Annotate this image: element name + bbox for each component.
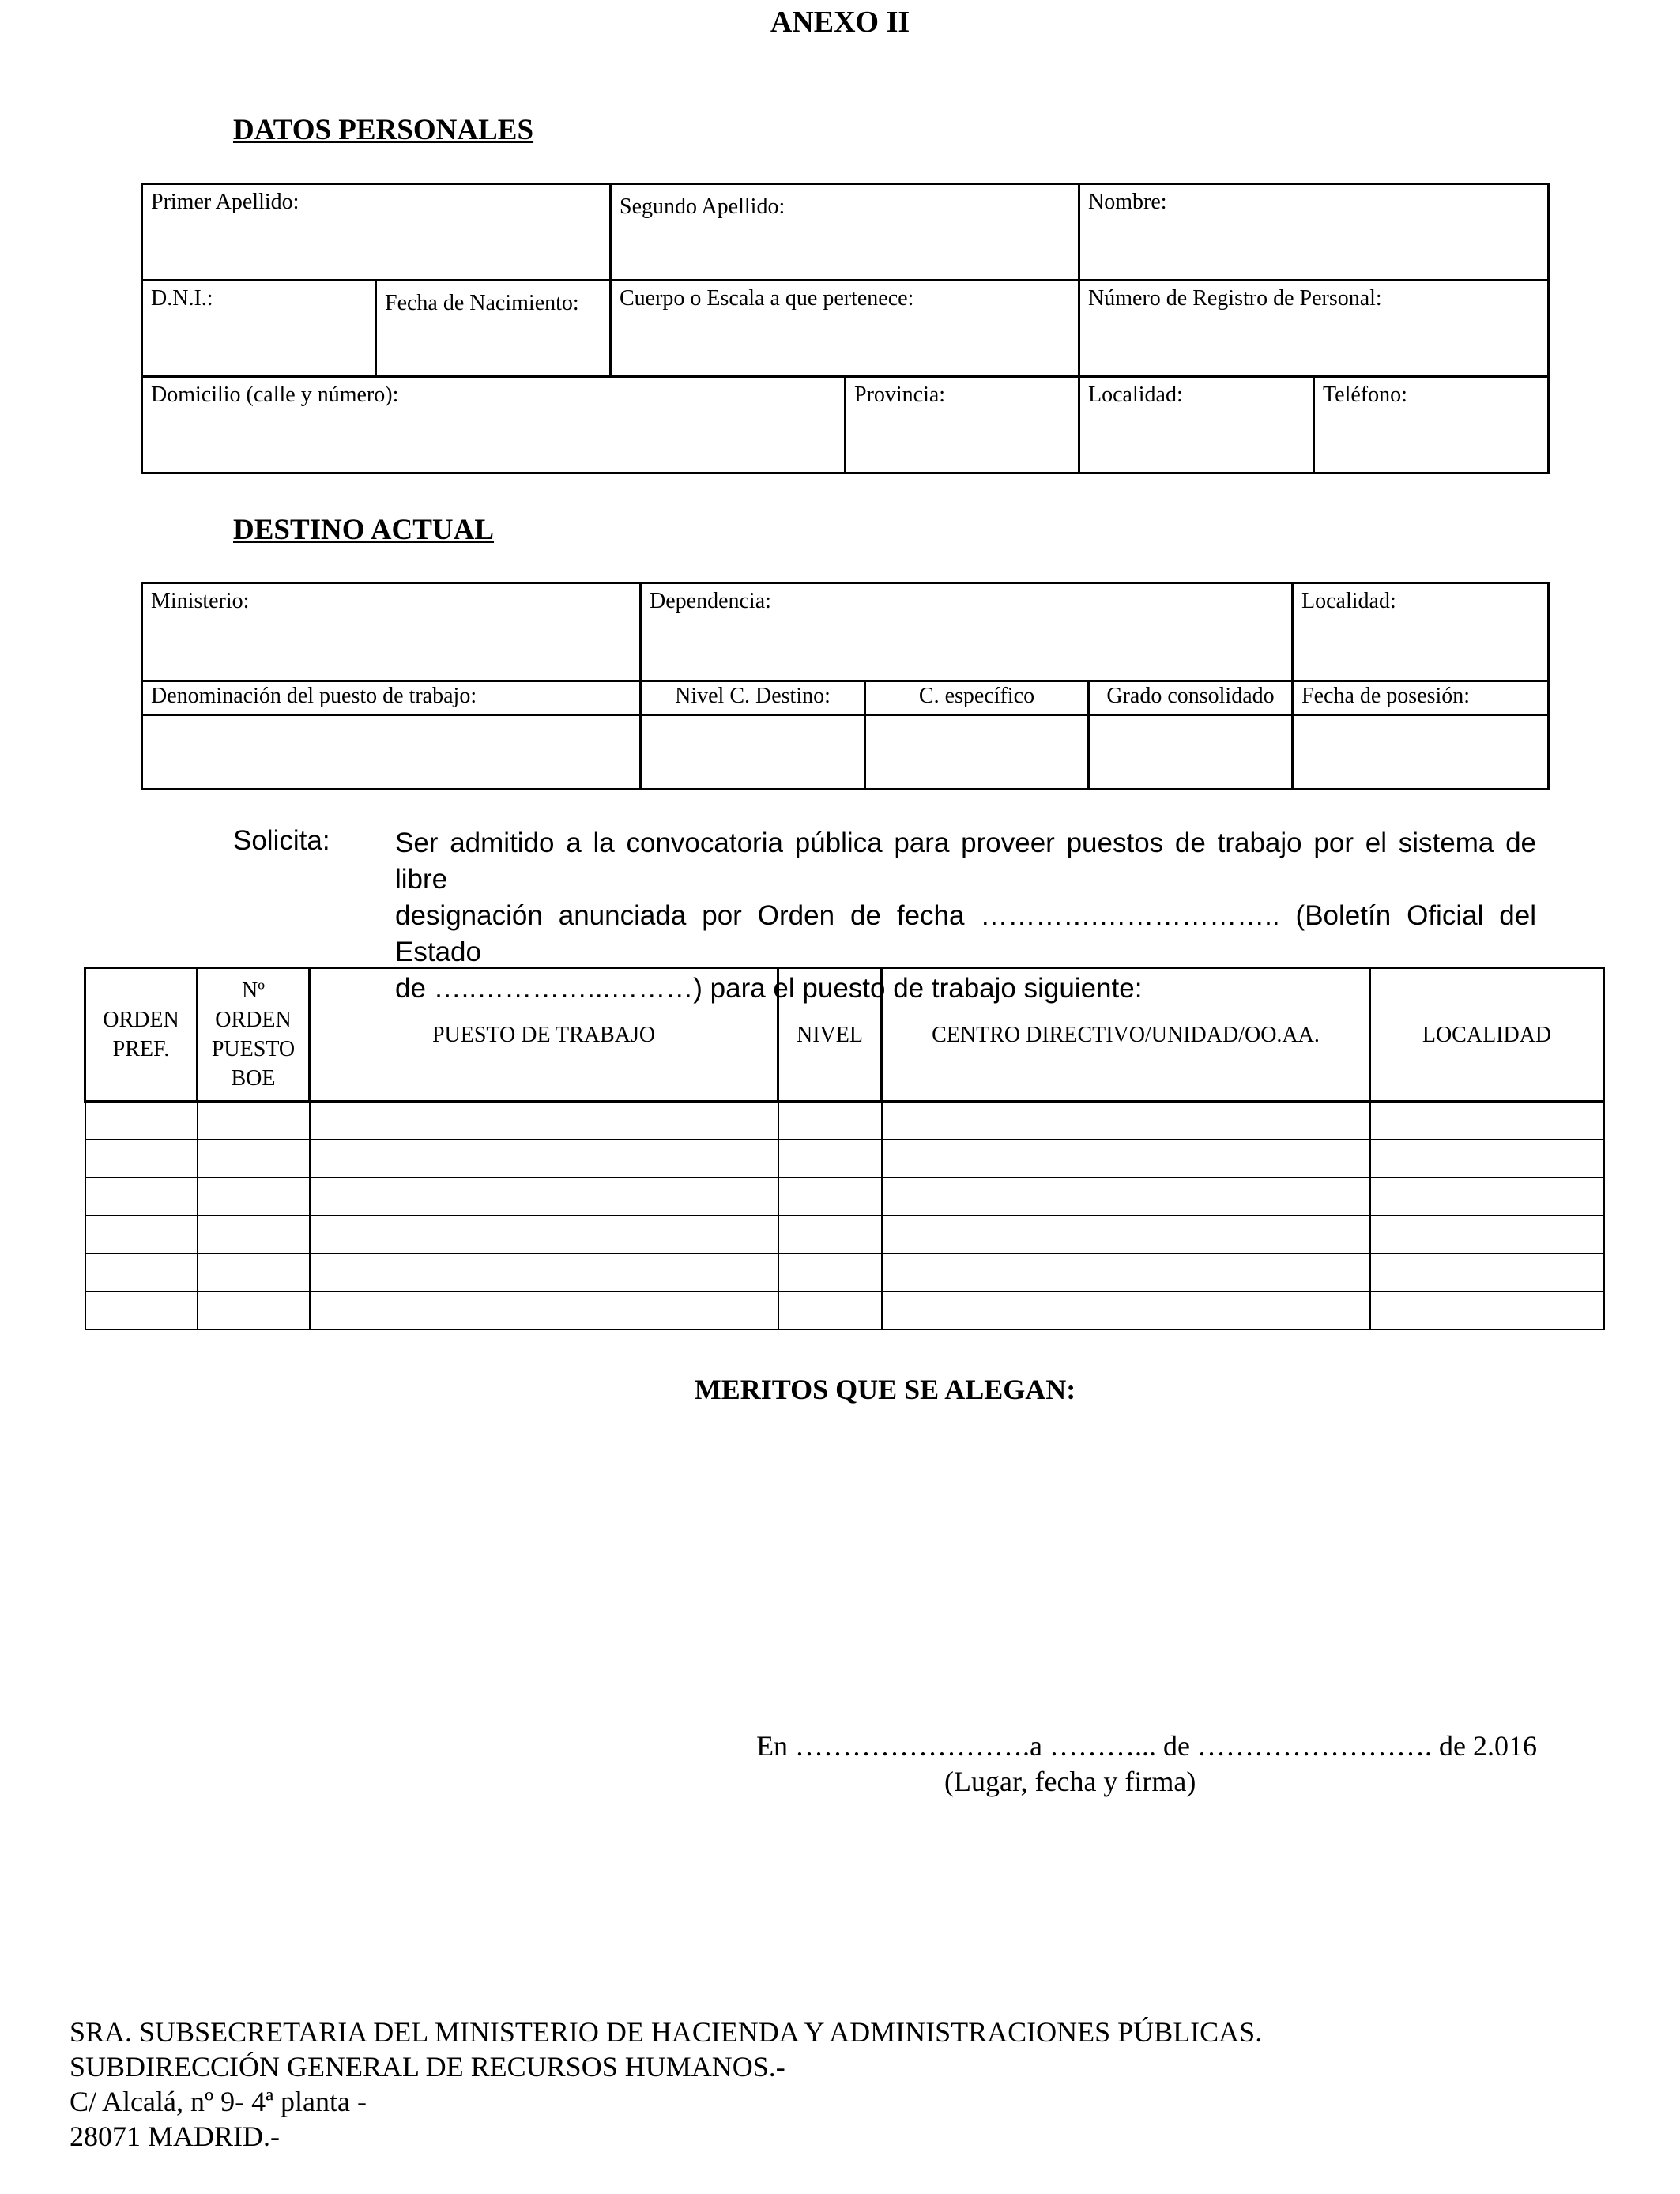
telefono-field[interactable]: Teléfono:: [1314, 377, 1549, 473]
segundo-apellido-field[interactable]: Segundo Apellido:: [611, 184, 1079, 281]
table-cell[interactable]: [85, 1291, 198, 1329]
table-row: [85, 1253, 1604, 1291]
registro-personal-field[interactable]: Número de Registro de Personal:: [1079, 281, 1549, 377]
table-cell[interactable]: [1370, 1291, 1604, 1329]
nombre-field[interactable]: Nombre:: [1079, 184, 1549, 281]
n-orden-header-line: ORDEN: [215, 1008, 292, 1032]
puesto-trabajo-header: PUESTO DE TRABAJO: [310, 968, 778, 1102]
c-especifico-input[interactable]: [865, 715, 1089, 790]
table-cell[interactable]: [310, 1291, 778, 1329]
table-cell[interactable]: [1370, 1253, 1604, 1291]
table-cell[interactable]: [310, 1216, 778, 1253]
destino-actual-heading: DESTINO ACTUAL: [233, 514, 495, 546]
table-cell[interactable]: [1370, 1102, 1604, 1140]
dni-field[interactable]: D.N.I.:: [142, 281, 376, 377]
solicita-line-3: de …..…………...………) para el puesto de trabajo siguiente:: [395, 973, 1143, 1004]
table-cell[interactable]: [882, 1140, 1370, 1178]
footer-line-4: 28071 MADRID.-: [70, 2120, 280, 2152]
fecha-posesion-label: Fecha de posesión:: [1293, 681, 1549, 715]
table-cell[interactable]: [778, 1178, 882, 1216]
table-cell[interactable]: [778, 1140, 882, 1178]
c-especifico-label: C. específico: [865, 681, 1089, 715]
table-cell[interactable]: [198, 1102, 310, 1140]
table-cell[interactable]: [882, 1253, 1370, 1291]
table-cell[interactable]: [778, 1291, 882, 1329]
provincia-field[interactable]: Provincia:: [846, 377, 1079, 473]
denominacion-puesto-label: Denominación del puesto de trabajo:: [142, 681, 641, 715]
table-cell[interactable]: [778, 1253, 882, 1291]
table-cell[interactable]: [882, 1178, 1370, 1216]
puestos-table: [84, 967, 1605, 1330]
localidad-header: LOCALIDAD: [1370, 968, 1604, 1102]
localidad-field[interactable]: Localidad:: [1079, 377, 1314, 473]
solicita-line-2: designación anunciada por Orden de fecha ………….……………….. (Boletín Oficial del Estado: [395, 900, 1536, 967]
footer-line-3: C/ Alcalá, nº 9- 4ª planta -: [70, 2086, 367, 2117]
meritos-heading: MERITOS QUE SE ALEGAN:: [694, 1374, 1076, 1405]
grado-consolidado-label: Grado consolidado: [1089, 681, 1293, 715]
table-cell[interactable]: [310, 1102, 778, 1140]
denominacion-puesto-input[interactable]: [142, 715, 641, 790]
table-cell[interactable]: [1370, 1140, 1604, 1178]
grado-consolidado-input[interactable]: [1089, 715, 1293, 790]
table-cell[interactable]: [85, 1178, 198, 1216]
primer-apellido-field[interactable]: Primer Apellido:: [142, 184, 611, 281]
footer-line-2: SUBDIRECCIÓN GENERAL DE RECURSOS HUMANOS.-: [70, 2051, 785, 2083]
table-cell[interactable]: [198, 1178, 310, 1216]
table-cell[interactable]: [778, 1216, 882, 1253]
table-cell[interactable]: [1370, 1216, 1604, 1253]
table-cell[interactable]: [85, 1140, 198, 1178]
table-row: [85, 1102, 1604, 1140]
table-cell[interactable]: [310, 1178, 778, 1216]
table-cell[interactable]: [198, 1253, 310, 1291]
table-cell[interactable]: [85, 1102, 198, 1140]
dependencia-field[interactable]: Dependencia:: [641, 583, 1293, 681]
centro-directivo-header: CENTRO DIRECTIVO/UNIDAD/OO.AA.: [882, 968, 1370, 1102]
n-orden-header-line: Nº: [242, 978, 265, 1003]
table-cell[interactable]: [882, 1291, 1370, 1329]
ministerio-field[interactable]: Ministerio:: [142, 583, 641, 681]
page-title: ANEXO II: [770, 6, 910, 39]
cuerpo-escala-field[interactable]: Cuerpo o Escala a que pertenece:: [611, 281, 1079, 377]
table-cell[interactable]: [778, 1102, 882, 1140]
table-cell[interactable]: [882, 1216, 1370, 1253]
localidad-destino-field[interactable]: Localidad:: [1293, 583, 1549, 681]
table-cell[interactable]: [198, 1140, 310, 1178]
table-row: [85, 1216, 1604, 1253]
datos-personales-heading: DATOS PERSONALES: [233, 114, 534, 146]
table-cell[interactable]: [85, 1216, 198, 1253]
firma-line: En …………………….a ………... de ……………………. de 2.016: [756, 1730, 1537, 1762]
footer-address: [70, 2015, 1262, 2154]
nivel-destino-label: Nivel C. Destino:: [641, 681, 865, 715]
table-row: [85, 1140, 1604, 1178]
fecha-nacimiento-field[interactable]: Fecha de Nacimiento:: [376, 281, 611, 377]
table-cell[interactable]: [882, 1102, 1370, 1140]
nivel-destino-input[interactable]: [641, 715, 865, 790]
firma-caption: (Lugar, fecha y firma): [944, 1766, 1196, 1797]
table-row: [85, 1291, 1604, 1329]
orden-pref-header: [85, 968, 198, 1102]
table-cell[interactable]: [198, 1216, 310, 1253]
table-cell[interactable]: [310, 1140, 778, 1178]
n-orden-header-line: PUESTO: [211, 1037, 296, 1061]
solicita-label: Solicita:: [233, 825, 330, 856]
n-orden-header-line: BOE: [231, 1066, 276, 1091]
destino-actual-table: [141, 582, 1550, 790]
nivel-header: NIVEL: [778, 968, 882, 1102]
table-row: [85, 1178, 1604, 1216]
puestos-header-row: [85, 968, 1604, 1102]
orden-pref-header-line: ORDEN: [103, 1008, 179, 1032]
n-orden-header: [198, 968, 310, 1102]
datos-personales-table: [141, 183, 1550, 474]
fecha-posesion-input[interactable]: [1293, 715, 1549, 790]
table-cell[interactable]: [1370, 1178, 1604, 1216]
orden-pref-header-line: PREF.: [112, 1037, 170, 1061]
table-cell[interactable]: [85, 1253, 198, 1291]
table-cell[interactable]: [198, 1291, 310, 1329]
solicita-line-1: Ser admitido a la convocatoria pública para proveer puestos de trabajo por el sistema de libre: [395, 827, 1536, 895]
footer-line-1: SRA. SUBSECRETARIA DEL MINISTERIO DE HACIENDA Y ADMINISTRACIONES PÚBLICAS.: [70, 2016, 1263, 2048]
table-cell[interactable]: [310, 1253, 778, 1291]
domicilio-field[interactable]: Domicilio (calle y número):: [142, 377, 846, 473]
